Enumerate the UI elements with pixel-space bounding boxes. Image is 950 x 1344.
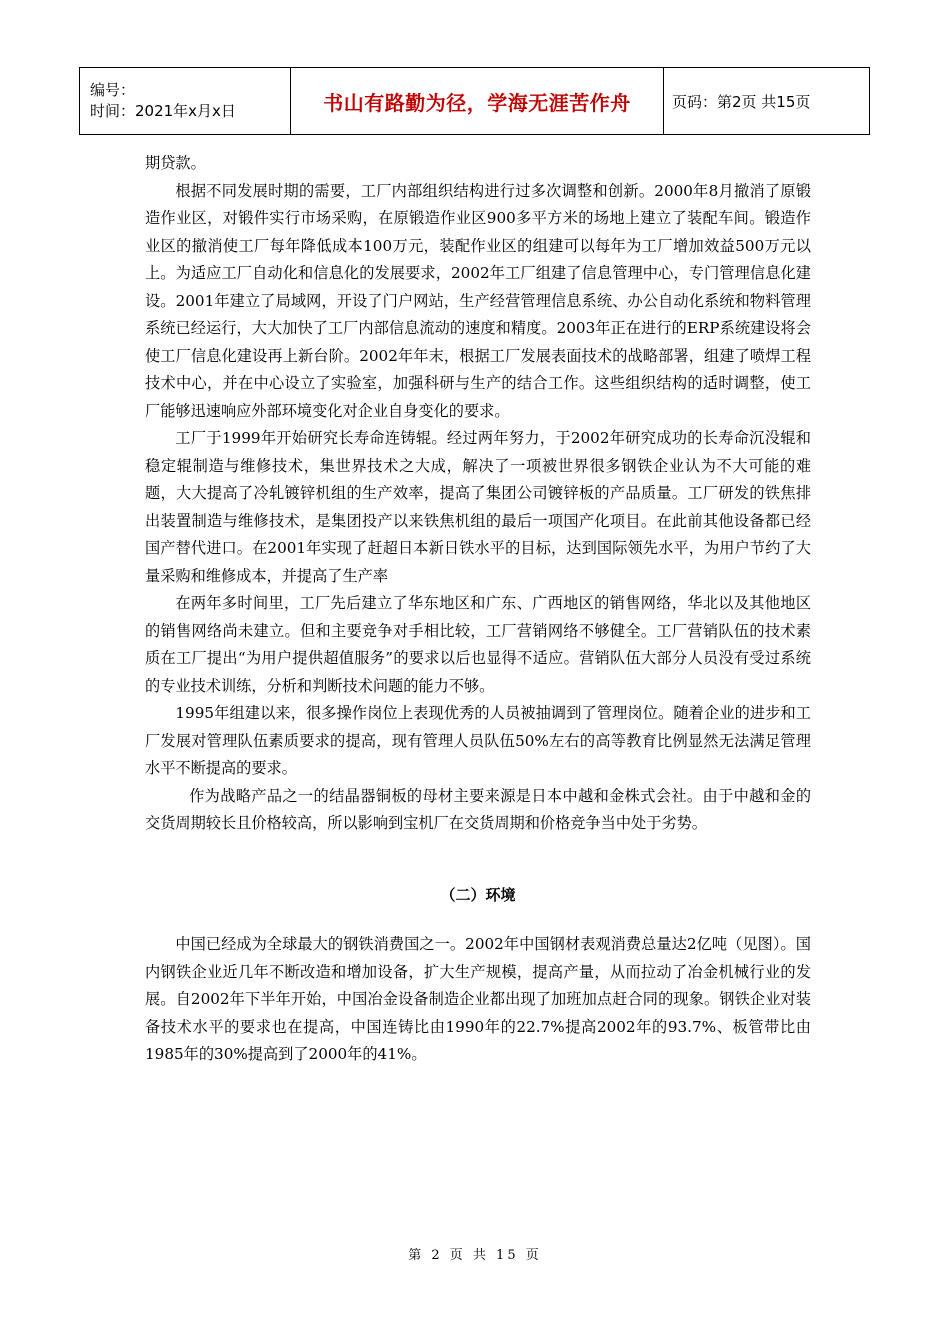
- page-header-table: [79, 67, 870, 135]
- paragraph: 1995年组建以来，很多操作岗位上表现优秀的人员被抽调到了管理岗位。随着企业的进步和工厂发展对管理队伍素质要求的提高，现有管理人员队伍50%左右的高等教育比例显然无法满足管理水平不断提高的要求。: [145, 704, 811, 777]
- paragraph: 根据不同发展时期的需要，工厂内部组织结构进行过多次调整和创新。2000年8月撤消了原锻造作业区，对锻件实行市场采购，在原锻造作业区900多平方米的场地上建立了装配车间。锻造作业区的撤消使工厂每年降低成本100万元，装配作业区的组建可以每年为工厂增加效益500万元以上。为适应工厂自动化和信息化的发展要求，2002年工厂组建了信息管理中心，专门管理信息化建设。2001年建立了局域网，开设了门户网站，生产经营管理信息系统、办公自动化系统和物料管理系统已经运行，大大加快了工厂内部信息流动的速度和精度。2003年正在进行的ERP系统建设将会使工厂信息化建设再上新台阶。2002年年末，根据工厂发展表面技术的战略部署，组建了喷焊工程技术中心，并在中心设立了实验室，加强科研与生产的结合工作。这些组织结构的适时调整，使工厂能够迅速响应外部环境变化对企业自身变化的要求。: [145, 181, 811, 420]
- paragraph: 中国已经成为全球最大的钢铁消费国之一。2002年中国钢材表观消费总量达2亿吨（见图）。国内钢铁企业近几年不断改造和增加设备，扩大生产规模，提高产量，从而拉动了冶金机械行业的发展。自2002年下半年开始，中国冶金设备制造企业都出现了加班加点赶合同的现象。钢铁企业对装备技术水平的要求也在提高，中国连铸比由1990年的22.7%提高2002年的93.7%、板管带比由1985年的30%提高到了2000年的41%。: [145, 935, 811, 1063]
- document-number-label: 编号：: [90, 81, 136, 99]
- header-page-label: 页码：第2页 共15页: [664, 68, 870, 135]
- header-meta-cell: [80, 68, 291, 135]
- paragraph: 作为战略产品之一的结晶器铜板的母材主要来源是日本中越和金株式会社。由于中越和金的交货周期较长且价格较高，所以影响到宝机厂在交货周期和价格竞争当中处于劣势。: [145, 786, 811, 832]
- page-footer: 第 2 页 共 15 页: [408, 1248, 542, 1263]
- paragraph: 在两年多时间里，工厂先后建立了华东地区和广东、广西地区的销售网络，华北以及其他地区的销售网络尚未建立。但和主要竞争对手相比较，工厂营销网络不够健全。工厂营销队伍的技术素质在工厂提出“为用户提供超值服务”的要求以后也显得不适应。营销队伍大部分人员没有受过系统的专业技术训练，分析和判断技术问题的能力不够。: [145, 594, 811, 695]
- document-body: [145, 150, 811, 1069]
- header-motto: 书山有路勤为径，学海无涯苦作舟: [291, 68, 664, 135]
- paragraph: 工厂于1999年开始研究长寿命连铸辊。经过两年努力，于2002年研究成功的长寿命沉没辊和稳定辊制造与维修技术，集世界技术之大成，解决了一项被世界很多钢铁企业认为不大可能的难题，大大提高了冷轧镀锌机组的生产效率，提高了集团公司镀锌板的产品质量。工厂研发的铁焦排出装置制造与维修技术，是集团投产以来铁焦机组的最后一项国产化项目。在此前其他设备都已经国产替代进口。在2001年实现了赶超日本新日铁水平的目标，达到国际领先水平，为用户节约了大量采购和维修成本，并提高了生产率: [145, 429, 811, 585]
- paragraph: 期贷款。: [145, 154, 206, 172]
- section-heading: （二）环境: [440, 885, 516, 904]
- document-time-label: 时间：2021年x月x日: [90, 102, 236, 120]
